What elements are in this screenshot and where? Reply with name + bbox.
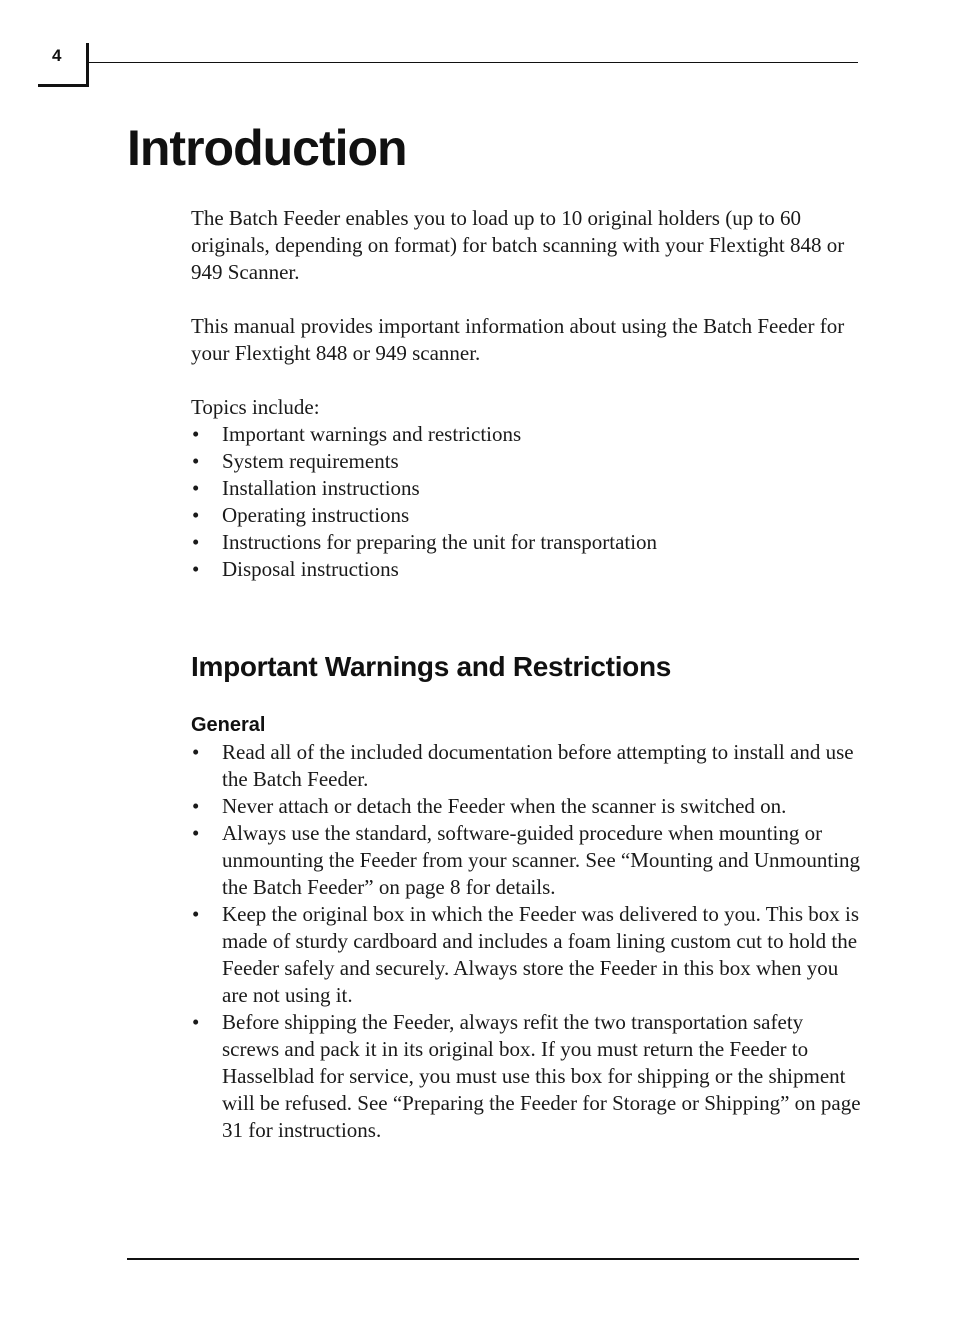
list-item: • Keep the original box in which the Feeder was delivered to you. This box is made of sturdy cardboard and includes a foam lining custom cut to hold the Feeder safely and securely. Always store the Feeder in this box when you are not using it. bbox=[191, 901, 861, 1009]
list-item: • Installation instructions bbox=[191, 475, 861, 502]
list-item: • System requirements bbox=[191, 448, 861, 475]
list-item: • Always use the standard, software-guided procedure when mounting or unmounting the Feeder from your scanner. See “Mounting and Unmounting the Batch Feeder” on page 8 for details. bbox=[191, 820, 861, 901]
list-item: • Disposal instructions bbox=[191, 556, 861, 583]
list-item: • Before shipping the Feeder, always refit the two transportation safety screws and pack it in its original box. If you must return the Feeder to Hasselblad for service, you must use this box for shipping or the shipment will be refused. See “Preparing the Feeder for Storage or Shipping” on page 31 for instructions. bbox=[191, 1009, 861, 1144]
header-rule bbox=[89, 62, 858, 63]
topics-list bbox=[191, 421, 861, 583]
intro-paragraph-1: The Batch Feeder enables you to load up to 10 original holders (up to 60 originals, depending on format) for batch scanning with your Flextight 848 or 949 Scanner. bbox=[191, 206, 845, 284]
page-corner-mark-vertical bbox=[86, 43, 89, 87]
warnings-list bbox=[191, 739, 861, 1144]
main-content bbox=[191, 205, 861, 1144]
list-item: • Instructions for preparing the unit for transportation bbox=[191, 529, 861, 556]
list-item: • Important warnings and restrictions bbox=[191, 421, 861, 448]
page-number: 4 bbox=[52, 46, 62, 65]
list-item: • Read all of the included documentation before attempting to install and use the Batch Feeder. bbox=[191, 739, 861, 793]
topics-label: Topics include: bbox=[191, 395, 320, 419]
section-heading: Important Warnings and Restrictions bbox=[191, 651, 672, 682]
page-corner-mark-horizontal bbox=[38, 84, 89, 87]
list-item: • Never attach or detach the Feeder when the scanner is switched on. bbox=[191, 793, 861, 820]
subsection-heading: General bbox=[191, 714, 266, 736]
page-title: Introduction bbox=[127, 120, 407, 176]
footer-rule bbox=[127, 1258, 859, 1260]
list-item: • Operating instructions bbox=[191, 502, 861, 529]
intro-paragraph-2: This manual provides important information about using the Batch Feeder for your Flextight 848 or 949 scanner. bbox=[191, 314, 845, 365]
